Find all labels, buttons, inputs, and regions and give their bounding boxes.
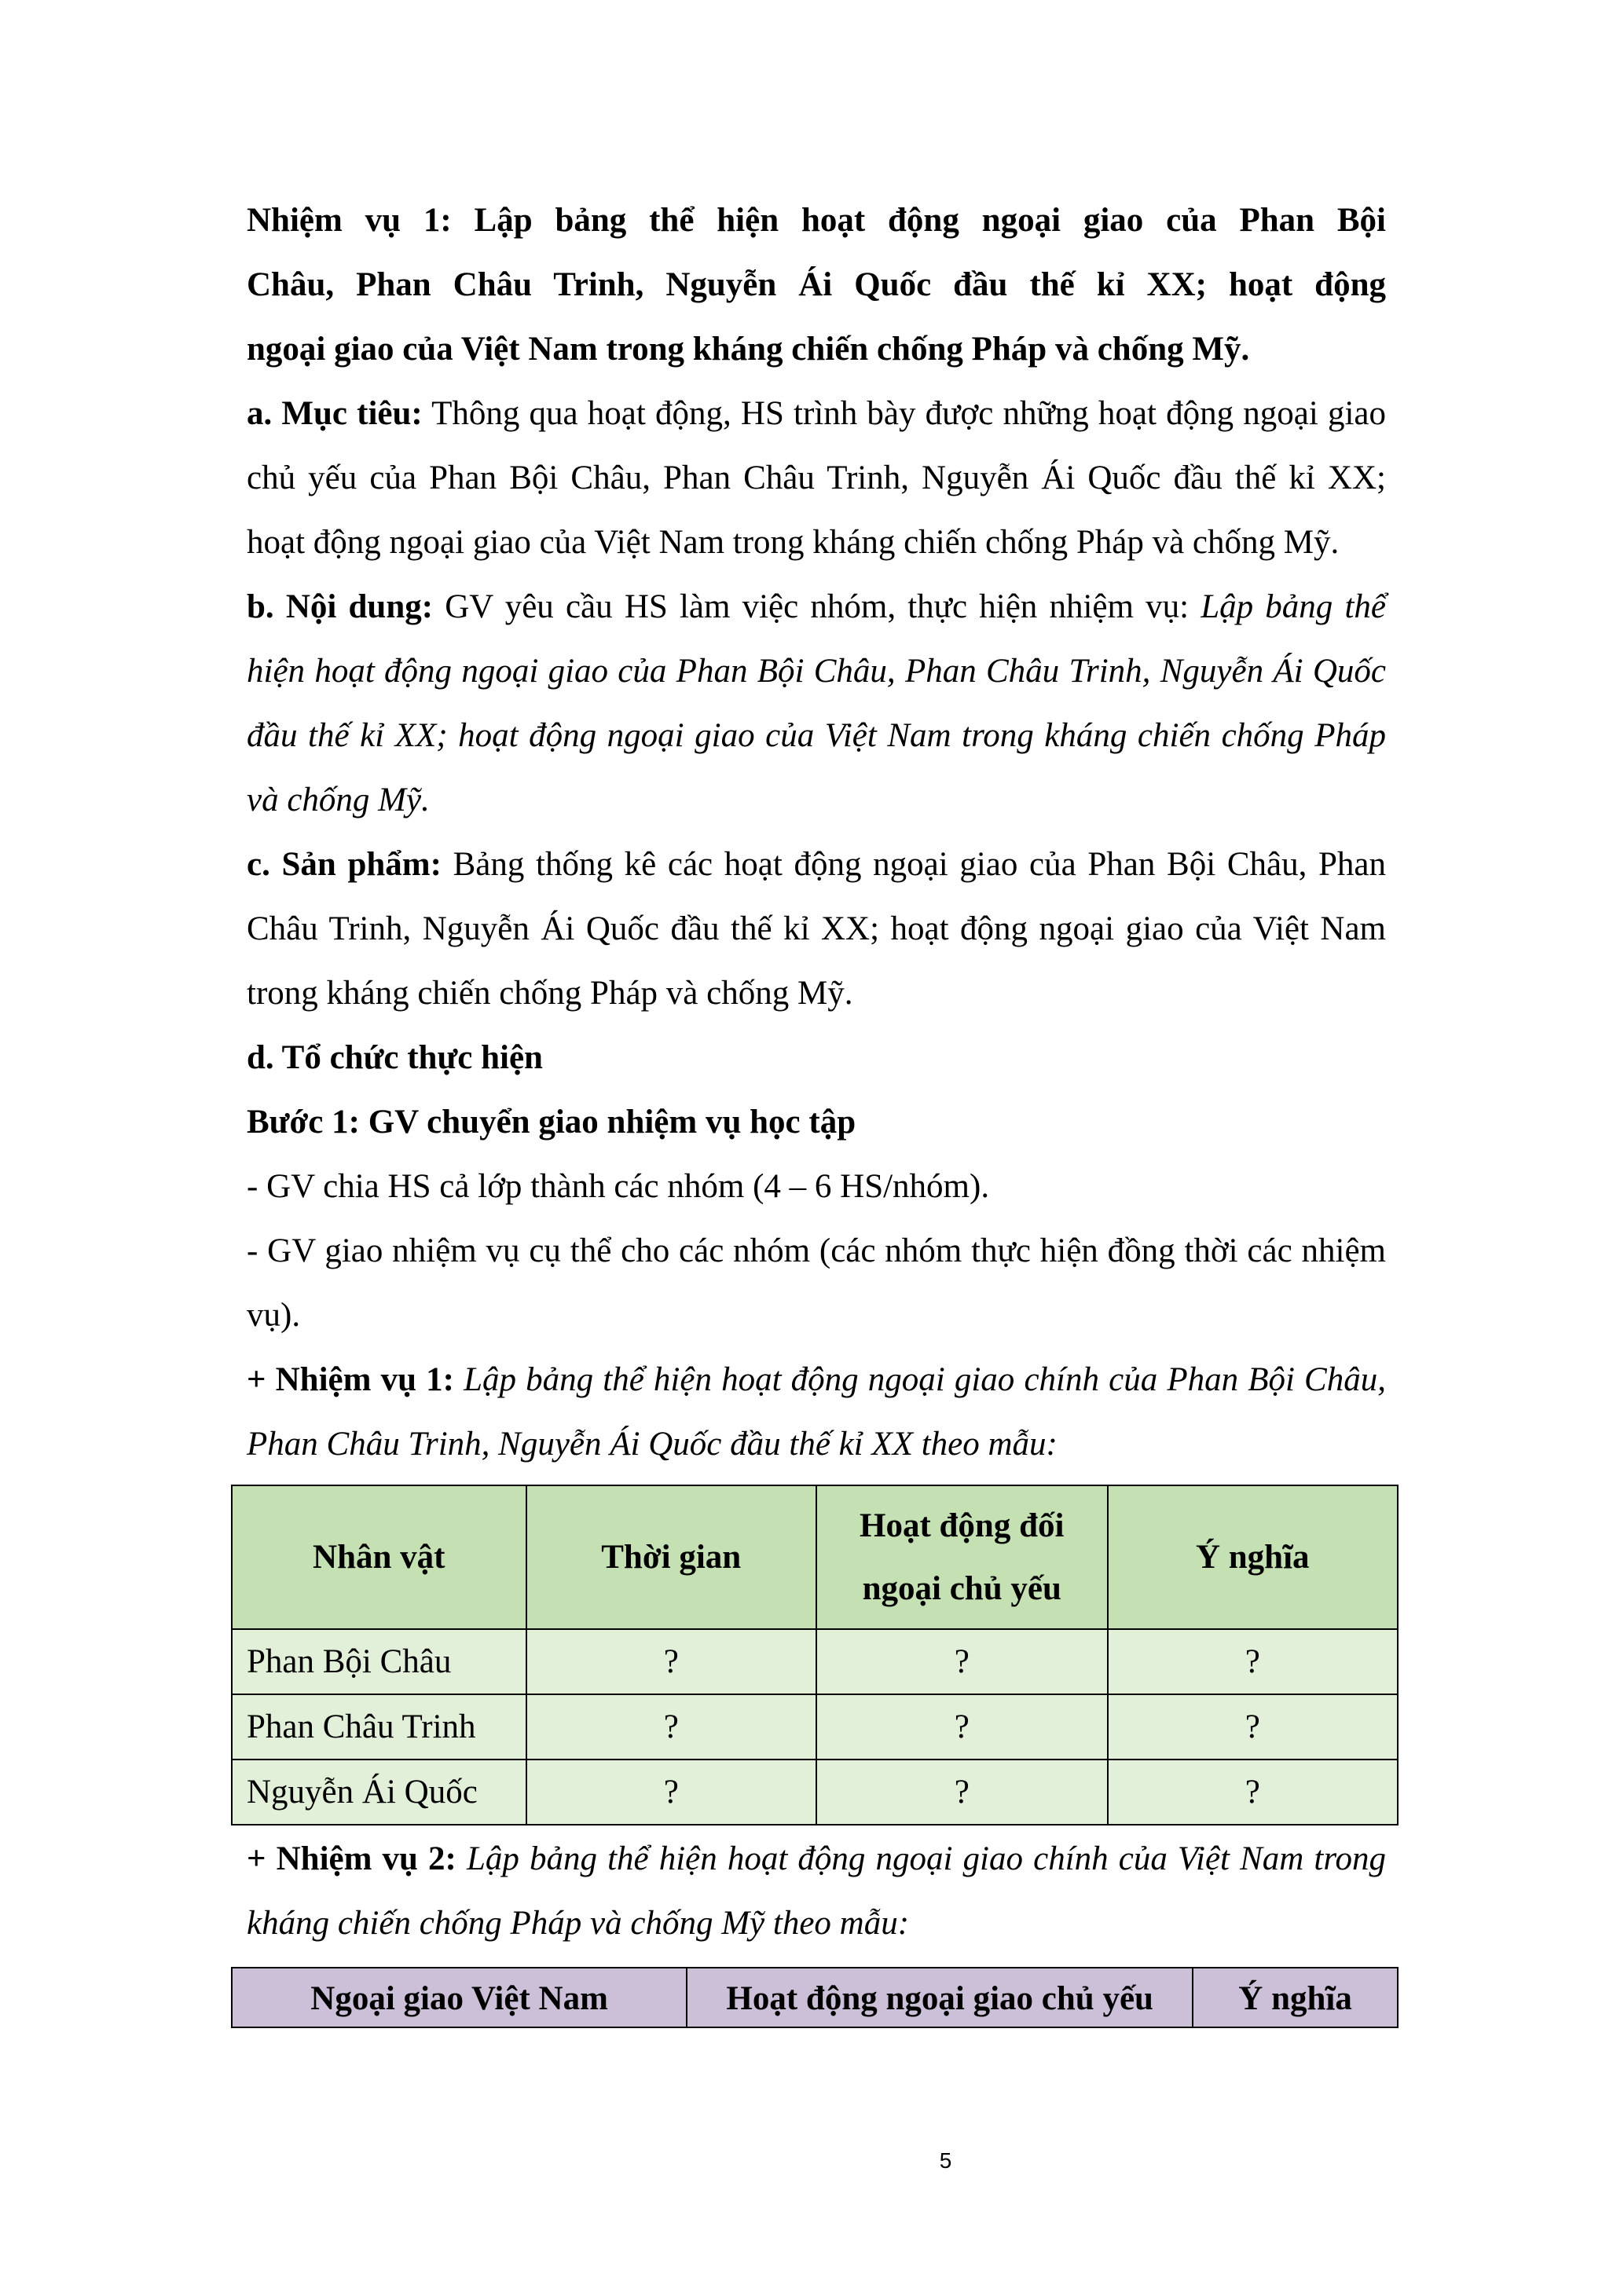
table-cell: Phan Bội Châu	[232, 1629, 526, 1694]
san-pham-text: Bảng thống kê các hoạt động ngoại giao của Phan Bội Châu, Phan Châu Trinh, Nguyễn Ái Quốc đầu thế kỉ XX; hoạt động ngoại giao của Việt Nam trong kháng chiến chống Pháp và chống Mỹ.	[247, 846, 1386, 1012]
table-1-header: Ý nghĩa	[1108, 1485, 1398, 1629]
table-cell: ?	[526, 1760, 816, 1825]
noi-dung-paragraph	[247, 575, 1386, 833]
table-row	[232, 1694, 1398, 1760]
bullet-2: - GV giao nhiệm vụ cụ thể cho các nhóm (các nhóm thực hiện đồng thời các nhiệm vụ).	[247, 1232, 1386, 1334]
muc-tieu-text: Thông qua hoạt động, HS trình bày được những hoạt động ngoại giao chủ yếu của Phan Bội Châu, Phan Châu Trinh, Nguyễn Ái Quốc đầu thế kỉ XX; hoạt động ngoại giao của Việt Nam trong kháng chiến chống Pháp và chống Mỹ.	[247, 395, 1387, 561]
task-1-paragraph	[247, 1348, 1386, 1477]
table-1-header: Thời gian	[526, 1485, 816, 1629]
table-2-header: Ý nghĩa	[1193, 1968, 1398, 2027]
heading-line-3: ngoại giao của Việt Nam trong kháng chiến chống Pháp và chống Mỹ.	[247, 331, 1250, 368]
table-cell: ?	[816, 1760, 1108, 1825]
heading-line-2: Châu, Phan Châu Trinh, Nguyễn Ái Quốc đầu thế kỉ XX; hoạt động	[247, 266, 1386, 303]
table-2-header: Hoạt động ngoại giao chủ yếu	[687, 1968, 1193, 2027]
task-heading	[247, 189, 1386, 382]
table-cell: Phan Châu Trinh	[232, 1694, 526, 1760]
table-cell: ?	[526, 1694, 816, 1760]
task-1-italic: Lập bảng thể hiện hoạt động ngoại giao chính của Phan Bội Châu, Phan Châu Trinh, Nguyễn Ái Quốc đầu thế kỉ XX theo mẫu:	[247, 1361, 1386, 1463]
to-chuc-heading	[247, 1026, 1386, 1090]
bullet-1: - GV chia HS cả lớp thành các nhóm (4 – 6 HS/nhóm).	[247, 1168, 990, 1205]
san-pham-label: c. Sản phẩm:	[247, 846, 442, 883]
table-cell: ?	[816, 1694, 1108, 1760]
noi-dung-label: b. Nội dung:	[247, 588, 434, 625]
document-page	[247, 189, 1386, 2028]
table-1-header: Hoạt động đối ngoại chủ yếu	[816, 1485, 1108, 1629]
buoc-1-heading	[247, 1090, 1386, 1155]
table-row	[232, 1760, 1398, 1825]
table-cell: ?	[1108, 1694, 1398, 1760]
task-2-paragraph	[247, 1827, 1386, 1956]
buoc-1-label: Bước 1: GV chuyển giao nhiệm vụ học tập	[247, 1104, 856, 1141]
table-2-header-row	[232, 1968, 1398, 2027]
table-cell: ?	[1108, 1760, 1398, 1825]
table-1	[231, 1485, 1399, 1825]
table-cell: ?	[1108, 1629, 1398, 1694]
task-1-label: + Nhiệm vụ 1:	[247, 1361, 454, 1398]
table-cell: Nguyễn Ái Quốc	[232, 1760, 526, 1825]
table-2	[231, 1967, 1399, 2028]
table-1-header-row	[232, 1485, 1398, 1629]
table-cell: ?	[526, 1629, 816, 1694]
table-row	[232, 1629, 1398, 1694]
table-cell: ?	[816, 1629, 1108, 1694]
noi-dung-italic: Lập bảng thể hiện hoạt động ngoại giao của Phan Bội Châu, Phan Châu Trinh, Nguyễn Ái Quốc đầu thế kỉ XX; hoạt động ngoại giao của Việt Nam trong kháng chiến chống Pháp và chống Mỹ.	[247, 588, 1386, 818]
muc-tieu-paragraph	[247, 382, 1386, 575]
table-1-header: Nhân vật	[232, 1485, 526, 1629]
san-pham-paragraph	[247, 833, 1386, 1026]
task-2-label: + Nhiệm vụ 2:	[247, 1840, 456, 1877]
table-2-header: Ngoại giao Việt Nam	[232, 1968, 687, 2027]
muc-tieu-label: a. Mục tiêu:	[247, 395, 423, 432]
page-number: 5	[939, 2148, 952, 2173]
to-chuc-label: d. Tổ chức thực hiện	[247, 1039, 543, 1076]
task-2-italic: Lập bảng thể hiện hoạt động ngoại giao chính của Việt Nam trong kháng chiến chống Pháp và chống Mỹ theo mẫu:	[247, 1840, 1387, 1942]
noi-dung-text: GV yêu cầu HS làm việc nhóm, thực hiện nhiệm vụ:	[433, 588, 1201, 625]
heading-line-1: Nhiệm vụ 1: Lập bảng thể hiện hoạt động ngoại giao của Phan Bội	[247, 202, 1386, 239]
